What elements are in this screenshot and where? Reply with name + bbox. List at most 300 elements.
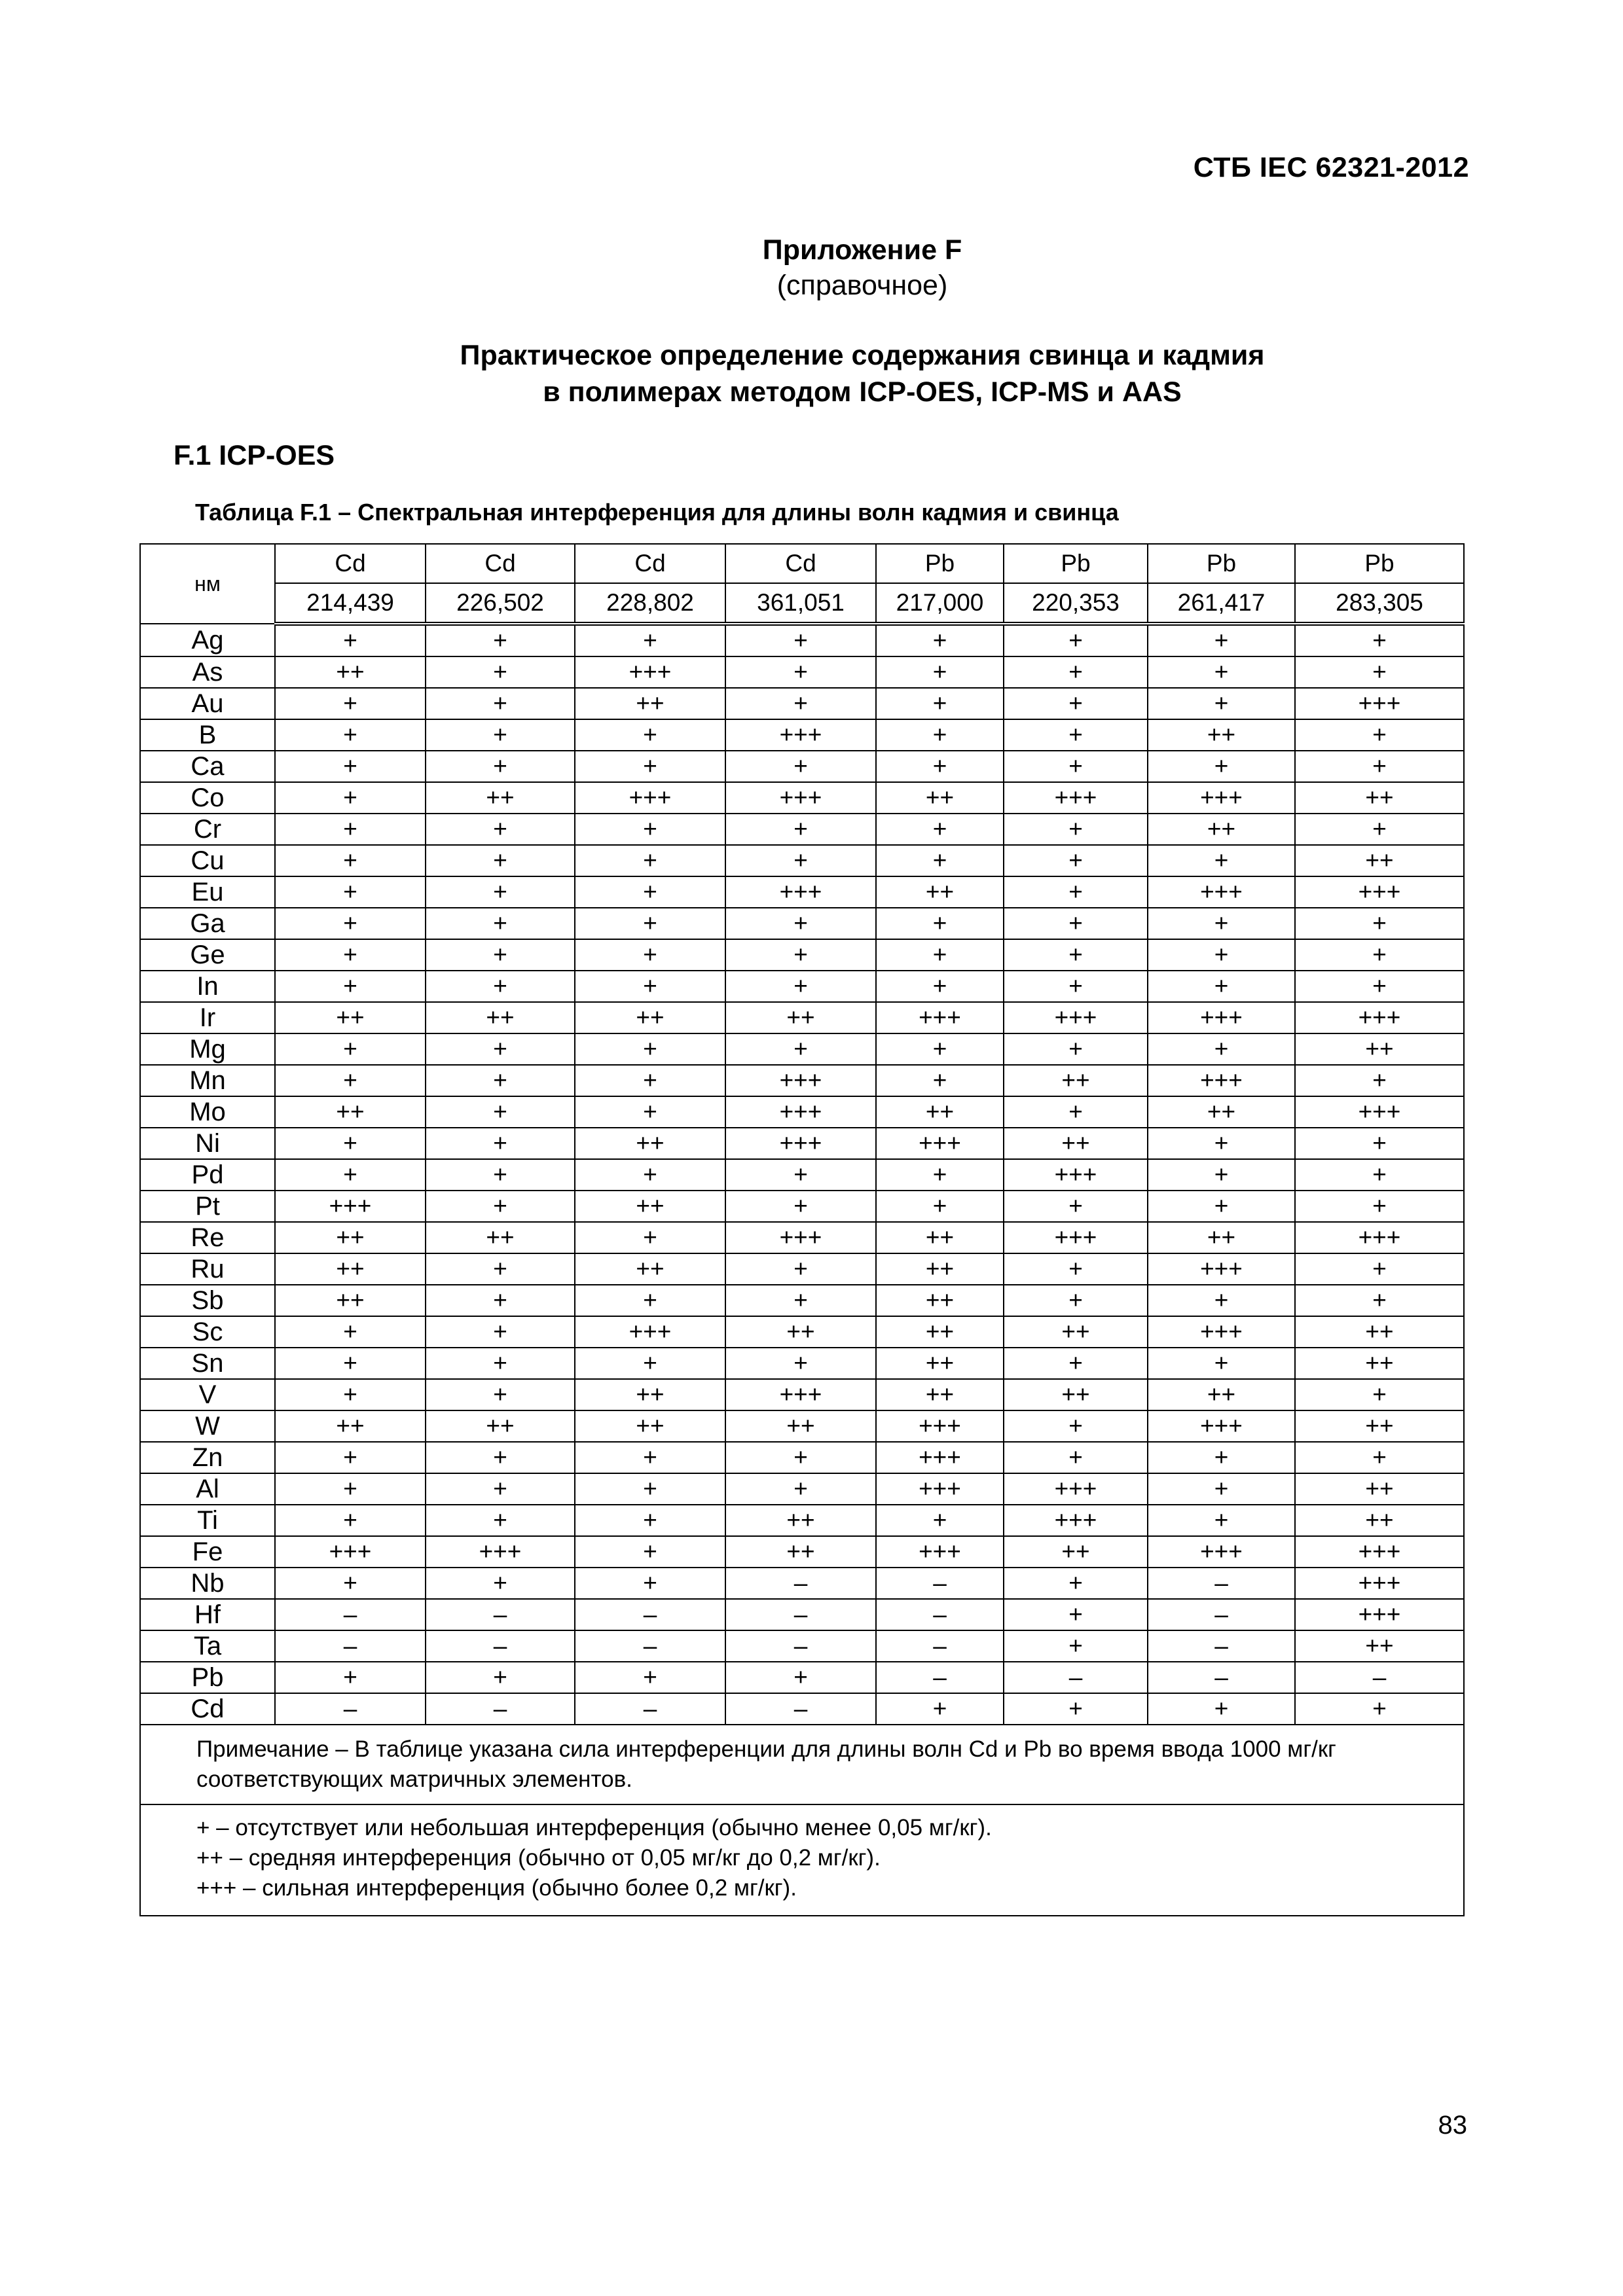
interference-cell: + [725,1662,876,1693]
row-element: Mn [140,1065,275,1096]
interference-cell: + [876,1033,1004,1065]
note-row [140,1725,1464,1804]
interference-cell: – [725,1599,876,1630]
interference-cell: + [1148,624,1295,656]
interference-cell: ++ [575,1379,725,1410]
interference-cell: +++ [725,1065,876,1096]
interference-cell: ++ [876,1379,1004,1410]
interference-cell: + [725,688,876,719]
interference-cell: – [426,1630,575,1662]
interference-cell: + [575,1033,725,1065]
interference-cell: + [1148,1033,1295,1065]
interference-cell: + [725,1191,876,1222]
interference-cell: + [1004,1096,1148,1128]
table-row [140,814,1464,845]
interference-cell: ++ [876,1316,1004,1348]
interference-cell: – [725,1568,876,1599]
interference-cell: + [1004,1630,1148,1662]
interference-cell: +++ [876,1473,1004,1505]
interference-cell: +++ [1148,876,1295,908]
interference-cell: + [1295,624,1464,656]
header-element: Cd [575,544,725,583]
row-element: Au [140,688,275,719]
standard-code: СТБ IEC 62321-2012 [1193,152,1469,183]
row-element: Ag [140,624,275,656]
header-wavelength: 214,439 [275,583,426,624]
interference-cell: + [876,814,1004,845]
interference-cell: ++ [725,1505,876,1536]
interference-cell: – [1148,1630,1295,1662]
interference-cell: +++ [1295,1536,1464,1568]
interference-cell: ++ [1004,1536,1148,1568]
interference-cell: ++ [275,1410,426,1442]
interference-cell: ++ [1295,782,1464,814]
interference-cell: ++ [1004,1128,1148,1159]
interference-cell: + [575,1473,725,1505]
row-element: Zn [140,1442,275,1473]
interference-cell: + [426,656,575,688]
interference-cell: + [426,1316,575,1348]
table-row [140,1630,1464,1662]
legend-row [140,1804,1464,1916]
interference-cell: + [575,1159,725,1191]
interference-cell: + [426,876,575,908]
interference-cell: +++ [1004,1222,1148,1253]
interference-cell: +++ [1004,782,1148,814]
table-row [140,1065,1464,1096]
interference-cell: + [1004,971,1148,1002]
row-element: Co [140,782,275,814]
interference-cell: + [1004,1348,1148,1379]
interference-cell: +++ [1295,1002,1464,1033]
interference-cell: + [1004,1568,1148,1599]
table-row [140,845,1464,876]
interference-cell: ++ [1148,719,1295,751]
interference-cell: + [876,845,1004,876]
interference-cell: + [725,1159,876,1191]
interference-cell: + [426,751,575,782]
table-row [140,908,1464,939]
interference-cell: +++ [1148,1253,1295,1285]
interference-cell: + [1148,845,1295,876]
interference-cell: ++ [1295,1348,1464,1379]
interference-cell: + [275,1316,426,1348]
interference-cell: + [1004,751,1148,782]
interference-cell: + [426,1285,575,1316]
interference-cell: + [1295,1191,1464,1222]
table-row [140,624,1464,656]
row-element: Cu [140,845,275,876]
interference-cell: + [725,1033,876,1065]
interference-cell: + [575,624,725,656]
interference-cell: +++ [1004,1505,1148,1536]
row-element: W [140,1410,275,1442]
interference-cell: + [876,656,1004,688]
interference-cell: + [426,1065,575,1096]
row-element: Pd [140,1159,275,1191]
row-element: Ge [140,939,275,971]
interference-cell: + [426,1159,575,1191]
interference-cell: – [876,1568,1004,1599]
interference-cell: – [1295,1662,1464,1693]
interference-cell: + [876,751,1004,782]
interference-cell: + [1148,1693,1295,1725]
interference-cell: + [426,1191,575,1222]
interference-cell: – [275,1599,426,1630]
table-row [140,719,1464,751]
table-row [140,751,1464,782]
row-element: Re [140,1222,275,1253]
interference-cell: – [1148,1599,1295,1630]
header-element: Pb [876,544,1004,583]
interference-cell: ++ [426,1222,575,1253]
interference-cell: +++ [876,1536,1004,1568]
interference-cell: +++ [1148,1536,1295,1568]
interference-cell: +++ [1004,1159,1148,1191]
interference-cell: + [1295,939,1464,971]
table-row [140,939,1464,971]
interference-cell: +++ [275,1191,426,1222]
interference-cell: – [876,1599,1004,1630]
interference-cell: + [426,908,575,939]
interference-cell: ++ [275,1002,426,1033]
interference-cell: + [575,1285,725,1316]
interference-cell: + [1004,1285,1148,1316]
interference-cell: + [725,908,876,939]
interference-cell: ++ [1295,1033,1464,1065]
interference-cell: + [426,1128,575,1159]
interference-cell: + [1295,1693,1464,1725]
table-row [140,688,1464,719]
table-row [140,1159,1464,1191]
interference-cell: + [575,814,725,845]
interference-cell: ++ [876,1222,1004,1253]
interference-table [139,543,1465,1916]
interference-cell: +++ [1295,1096,1464,1128]
interference-cell: + [1004,688,1148,719]
interference-cell: + [1295,1128,1464,1159]
header-wavelength: 228,802 [575,583,725,624]
row-element: Hf [140,1599,275,1630]
interference-cell: +++ [725,719,876,751]
table-row [140,876,1464,908]
interference-cell: +++ [1295,1222,1464,1253]
interference-cell: + [426,1505,575,1536]
table-row [140,1662,1464,1693]
interference-cell: ++ [876,876,1004,908]
interference-cell: +++ [725,1379,876,1410]
interference-cell: +++ [876,1442,1004,1473]
interference-cell: + [1004,1033,1148,1065]
interference-cell: – [575,1630,725,1662]
table-legend [140,1804,1464,1916]
row-element: Ti [140,1505,275,1536]
row-element: B [140,719,275,751]
interference-cell: + [1295,814,1464,845]
interference-cell: + [1004,1442,1148,1473]
interference-cell: + [1148,1128,1295,1159]
interference-cell: + [725,1442,876,1473]
interference-cell: + [1295,751,1464,782]
interference-cell: + [575,971,725,1002]
interference-cell: + [575,1536,725,1568]
legend-item: +++ – сильная интерференция (обычно более 0,2 мг/кг). [196,1875,797,1901]
interference-cell: + [725,1348,876,1379]
interference-cell: + [575,1442,725,1473]
interference-cell: ++ [1004,1379,1148,1410]
header-element: Pb [1295,544,1464,583]
row-element: Cd [140,1693,275,1725]
interference-cell: +++ [1295,688,1464,719]
interference-cell: ++ [725,1536,876,1568]
interference-cell: + [1148,1348,1295,1379]
interference-cell: + [876,939,1004,971]
table-note: Примечание – В таблице указана сила интерференции для длины волн Cd и Pb во время ввода 1000 мг/кг соответствующих матричных элементов. [140,1725,1464,1804]
interference-cell: ++ [275,1253,426,1285]
interference-cell: ++ [426,1410,575,1442]
interference-cell: + [275,814,426,845]
table-row [140,1505,1464,1536]
interference-cell: + [1295,1065,1464,1096]
interference-cell: ++ [1148,1096,1295,1128]
interference-cell: +++ [876,1002,1004,1033]
interference-cell: +++ [1004,1002,1148,1033]
row-element: Sc [140,1316,275,1348]
interference-cell: + [1148,1505,1295,1536]
interference-cell: +++ [575,782,725,814]
interference-cell: +++ [876,1128,1004,1159]
interference-cell: + [1295,908,1464,939]
interference-cell: + [426,814,575,845]
header-row-wavelengths [140,583,1464,624]
interference-cell: ++ [1295,1630,1464,1662]
interference-cell: + [876,719,1004,751]
document-title [0,337,1623,410]
interference-cell: +++ [725,1222,876,1253]
interference-cell: + [426,1442,575,1473]
interference-cell: +++ [725,1096,876,1128]
header-wavelength: 217,000 [876,583,1004,624]
interference-cell: + [1004,908,1148,939]
interference-cell: + [1148,656,1295,688]
page-number: 83 [1438,2111,1467,2140]
header-wavelength: 361,051 [725,583,876,624]
interference-cell: ++ [1148,814,1295,845]
interference-cell: +++ [1295,1568,1464,1599]
header-element: Cd [426,544,575,583]
interference-cell: + [725,1473,876,1505]
interference-cell: + [575,719,725,751]
interference-cell: + [1148,971,1295,1002]
table-row [140,1285,1464,1316]
interference-cell: + [426,1662,575,1693]
interference-cell: ++ [426,782,575,814]
interference-cell: + [275,1033,426,1065]
interference-cell: +++ [725,1128,876,1159]
interference-cell: + [426,688,575,719]
interference-cell: ++ [876,1096,1004,1128]
table-row [140,656,1464,688]
interference-cell: ++ [1004,1065,1148,1096]
interference-cell: + [1004,1410,1148,1442]
interference-cell: + [1148,908,1295,939]
interference-cell: + [1148,688,1295,719]
row-element: Ni [140,1128,275,1159]
row-element: Al [140,1473,275,1505]
row-element: Cr [140,814,275,845]
interference-cell: + [725,1285,876,1316]
annex-title: Приложение F [762,234,962,266]
document-title-line-1: Практическое определение содержания свинца и кадмия [460,340,1265,371]
interference-cell: + [275,782,426,814]
interference-cell: – [426,1693,575,1725]
interference-cell: ++ [1004,1316,1148,1348]
row-element: V [140,1379,275,1410]
row-element: Ca [140,751,275,782]
interference-cell: +++ [876,1410,1004,1442]
interference-cell: +++ [1148,782,1295,814]
interference-cell: + [575,1505,725,1536]
table-caption: Таблица F.1 – Спектральная интерференция для длины волн кадмия и свинца [195,499,1119,526]
interference-cell: ++ [725,1316,876,1348]
interference-cell: + [1148,1442,1295,1473]
interference-cell: + [575,845,725,876]
interference-cell: +++ [1148,1002,1295,1033]
interference-cell: + [876,688,1004,719]
table-row [140,1348,1464,1379]
document-title-line-2: в полимерах методом ICP-OES, ICP-MS и AAS [543,376,1182,408]
header-element: Cd [275,544,426,583]
interference-cell: + [275,751,426,782]
row-element: Mg [140,1033,275,1065]
interference-cell: + [575,1568,725,1599]
interference-cell: + [275,688,426,719]
interference-cell: + [1148,751,1295,782]
interference-cell: +++ [1004,1473,1148,1505]
interference-cell: ++ [725,1002,876,1033]
interference-cell: ++ [1295,1316,1464,1348]
interference-cell: +++ [725,782,876,814]
interference-cell: + [575,1662,725,1693]
header-wavelength: 220,353 [1004,583,1148,624]
interference-cell: + [1295,1253,1464,1285]
interference-cell: + [275,719,426,751]
interference-cell: +++ [1148,1065,1295,1096]
interference-cell: + [725,656,876,688]
interference-cell: + [426,1096,575,1128]
interference-cell: + [1004,1693,1148,1725]
interference-cell: ++ [876,1285,1004,1316]
interference-cell: +++ [575,656,725,688]
interference-cell: + [275,1473,426,1505]
interference-cell: + [575,1222,725,1253]
interference-cell: + [275,1568,426,1599]
interference-cell: ++ [725,1410,876,1442]
legend-item: ++ – средняя интерференция (обычно от 0,05 мг/кг до 0,2 мг/кг). [196,1845,881,1871]
row-element: Fe [140,1536,275,1568]
interference-cell: + [876,1191,1004,1222]
interference-cell: – [725,1693,876,1725]
table-row [140,1222,1464,1253]
interference-cell: + [1004,1599,1148,1630]
interference-cell: + [1295,1285,1464,1316]
interference-cell: ++ [876,782,1004,814]
interference-cell: + [876,971,1004,1002]
row-element: Mo [140,1096,275,1128]
header-wavelength: 261,417 [1148,583,1295,624]
interference-cell: + [275,1065,426,1096]
interference-cell: + [426,1348,575,1379]
interference-cell: + [1295,1442,1464,1473]
header-wavelength: 226,502 [426,583,575,624]
interference-cell: + [575,1096,725,1128]
interference-cell: +++ [426,1536,575,1568]
interference-cell: + [725,845,876,876]
header-row-elements [140,544,1464,583]
interference-cell: – [426,1599,575,1630]
interference-cell: + [426,1033,575,1065]
interference-cell: + [275,1128,426,1159]
interference-cell: + [1004,719,1148,751]
interference-cell: +++ [1148,1410,1295,1442]
table-row [140,1033,1464,1065]
interference-cell: + [876,1159,1004,1191]
interference-cell: ++ [275,1096,426,1128]
header-wavelength: 283,305 [1295,583,1464,624]
table-body [140,544,1464,1725]
interference-cell: + [275,1348,426,1379]
table-row [140,1693,1464,1725]
interference-cell: + [1295,719,1464,751]
table-row [140,1536,1464,1568]
interference-cell: + [275,939,426,971]
interference-cell: + [876,908,1004,939]
interference-cell: + [575,751,725,782]
row-element: Ga [140,908,275,939]
interference-cell: + [426,1473,575,1505]
interference-cell: +++ [1148,1316,1295,1348]
interference-cell: + [725,751,876,782]
interference-cell: + [426,624,575,656]
interference-cell: + [1148,1285,1295,1316]
row-element: Pt [140,1191,275,1222]
annex-subtitle: (справочное) [776,270,948,301]
interference-cell: – [575,1599,725,1630]
interference-cell: + [275,971,426,1002]
interference-cell: +++ [725,876,876,908]
interference-cell: + [876,1065,1004,1096]
interference-cell: + [1148,939,1295,971]
interference-cell: + [725,814,876,845]
interference-cell: – [1148,1662,1295,1693]
interference-cell: + [275,1159,426,1191]
interference-cell: + [1148,1159,1295,1191]
interference-cell: + [426,939,575,971]
interference-cell: + [876,624,1004,656]
interference-cell: ++ [1148,1379,1295,1410]
interference-cell: + [275,908,426,939]
interference-cell: – [876,1630,1004,1662]
interference-cell: + [426,1253,575,1285]
interference-cell: ++ [575,1410,725,1442]
table-row [140,1096,1464,1128]
row-element: Ta [140,1630,275,1662]
interference-cell: + [275,1379,426,1410]
interference-cell: – [876,1662,1004,1693]
interference-cell: + [426,971,575,1002]
table-row [140,1599,1464,1630]
row-element: Eu [140,876,275,908]
